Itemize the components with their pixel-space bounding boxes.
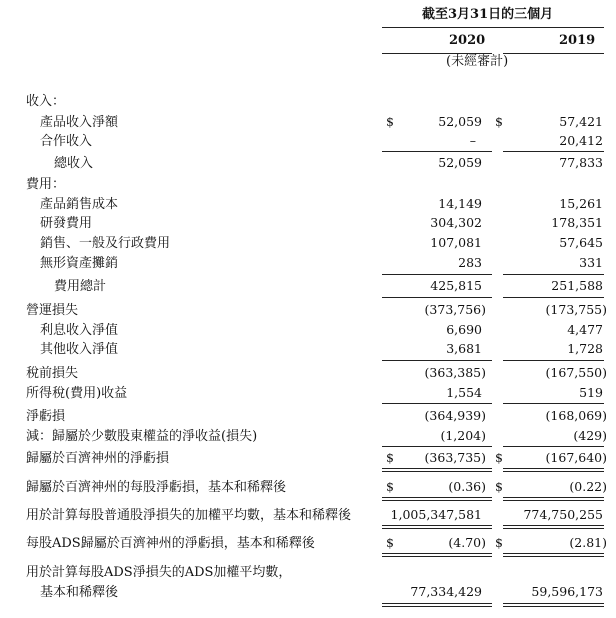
value-2020: 1,005,347,581 [390, 507, 482, 522]
total-double-rule [503, 471, 604, 472]
total-double-rule [503, 525, 604, 526]
row-label: 歸屬於百濟神州的淨虧損 [26, 451, 170, 466]
value-2019: 519 [579, 385, 603, 400]
row-label: 每股ADS歸屬於百濟神州的淨虧損，基本和稀釋後 [26, 536, 315, 551]
value-2019: 20,412 [559, 133, 603, 148]
total-double-rule [503, 606, 604, 607]
subtotal-rule [382, 360, 492, 361]
total-double-rule [503, 468, 604, 469]
subtotal-rule [382, 151, 492, 152]
value-2020: 6,690 [446, 322, 482, 337]
total-double-rule [503, 553, 604, 554]
total-double-rule [503, 497, 604, 498]
value-2019: (429) [573, 428, 607, 443]
currency-symbol: $ [386, 535, 394, 550]
row-label-continued: 基本和稀釋後 [40, 585, 119, 600]
column-header-2019: 2019 [559, 33, 596, 48]
value-2019: (167,550) [545, 365, 607, 380]
value-2019: (173,755) [545, 302, 607, 317]
row-label: 利息收入淨值 [40, 323, 119, 338]
row-label: 其他收入淨值 [40, 342, 119, 357]
row-label: 費用總計 [54, 279, 107, 294]
total-double-rule [382, 603, 492, 604]
total-double-rule [382, 606, 492, 607]
subtotal-rule [382, 297, 492, 298]
header-rule [382, 27, 604, 28]
value-2019: (2.81) [569, 535, 607, 550]
subtotal-rule [382, 274, 492, 275]
value-2019: 1,728 [567, 341, 603, 356]
value-2020: 425,815 [430, 278, 482, 293]
row-label: 歸屬於百濟神州的每股淨虧損，基本和稀釋後 [26, 480, 287, 495]
row-label: 費用： [26, 177, 66, 192]
subtotal-rule [503, 297, 604, 298]
total-double-rule [382, 497, 492, 498]
row-label: 收入： [26, 94, 66, 109]
subtotal-rule [503, 446, 604, 447]
total-double-rule [382, 500, 492, 501]
value-2020: (373,756) [424, 302, 486, 317]
value-2019: (0.22) [569, 479, 607, 494]
total-double-rule [503, 500, 604, 501]
subtotal-rule [382, 403, 492, 404]
value-2020: (0.36) [448, 479, 486, 494]
row-label: 用於計算每股普通股淨損失的加權平均數，基本和稀釋後 [26, 508, 352, 523]
row-label: 淨虧損 [26, 409, 66, 424]
currency-symbol: $ [386, 479, 394, 494]
row-label: 無形資產攤銷 [40, 256, 119, 271]
period-header: 截至3月31日的三個月 [422, 7, 554, 22]
total-double-rule [382, 525, 492, 526]
value-2019: 331 [579, 255, 603, 270]
value-2019: (168,069) [545, 408, 607, 423]
currency-symbol: $ [495, 450, 503, 465]
total-double-rule [382, 556, 492, 557]
currency-symbol: $ [495, 479, 503, 494]
value-2019: 15,261 [559, 196, 603, 211]
value-2020: 3,681 [446, 341, 482, 356]
currency-symbol: $ [495, 535, 503, 550]
row-label: 銷售、一般及行政費用 [40, 236, 171, 251]
row-label: 合作收入 [40, 134, 93, 149]
currency-symbol: $ [386, 114, 394, 129]
value-2019: 178,351 [551, 215, 603, 230]
row-label: 研發費用 [40, 216, 93, 231]
value-2019: 251,588 [551, 278, 603, 293]
value-2020: 52,059 [438, 155, 482, 170]
value-2020: 14,149 [438, 196, 482, 211]
value-2020: (4.70) [448, 535, 486, 550]
total-double-rule [382, 468, 492, 469]
row-label: 總收入 [54, 156, 94, 171]
total-double-rule [503, 556, 604, 557]
row-label: 營運損失 [26, 303, 79, 318]
row-label: 所得稅(費用)收益 [26, 386, 128, 401]
row-label: 稅前損失 [26, 366, 79, 381]
value-2019: 774,750,255 [523, 507, 603, 522]
total-double-rule [382, 471, 492, 472]
value-2020: (364,939) [424, 408, 486, 423]
value-2019: 4,477 [567, 322, 603, 337]
subtotal-rule [503, 274, 604, 275]
value-2019: 57,421 [559, 114, 603, 129]
value-2020: 107,081 [430, 235, 482, 250]
value-2020: – [469, 133, 476, 148]
subtotal-rule [382, 446, 492, 447]
value-2020: 304,302 [430, 215, 482, 230]
value-2019: (167,640) [545, 450, 607, 465]
row-label: 減：歸屬於少數股東權益的淨收益(損失) [26, 429, 258, 444]
total-double-rule [503, 603, 604, 604]
value-2020: 77,334,429 [410, 584, 482, 599]
subtotal-rule [503, 360, 604, 361]
total-double-rule [382, 528, 492, 529]
row-label: 產品銷售成本 [40, 197, 119, 212]
total-double-rule [382, 553, 492, 554]
column-rule-2019 [503, 53, 604, 54]
unaudited-note: (未經審計) [446, 54, 509, 69]
total-double-rule [503, 528, 604, 529]
value-2019: 77,833 [559, 155, 603, 170]
row-label: 產品收入淨額 [40, 115, 119, 130]
currency-symbol: $ [386, 450, 394, 465]
value-2020: 52,059 [438, 114, 482, 129]
value-2019: 57,645 [559, 235, 603, 250]
subtotal-rule [503, 151, 604, 152]
subtotal-rule [503, 403, 604, 404]
value-2020: 1,554 [446, 385, 482, 400]
value-2019: 59,596,173 [531, 584, 603, 599]
value-2020: (363,385) [424, 365, 486, 380]
value-2020: 283 [458, 255, 482, 270]
currency-symbol: $ [495, 114, 503, 129]
column-header-2020: 2020 [449, 33, 486, 48]
value-2020: (363,735) [424, 450, 486, 465]
value-2020: (1,204) [440, 428, 486, 443]
row-label: 用於計算每股ADS淨損失的ADS加權平均數， [26, 565, 292, 580]
